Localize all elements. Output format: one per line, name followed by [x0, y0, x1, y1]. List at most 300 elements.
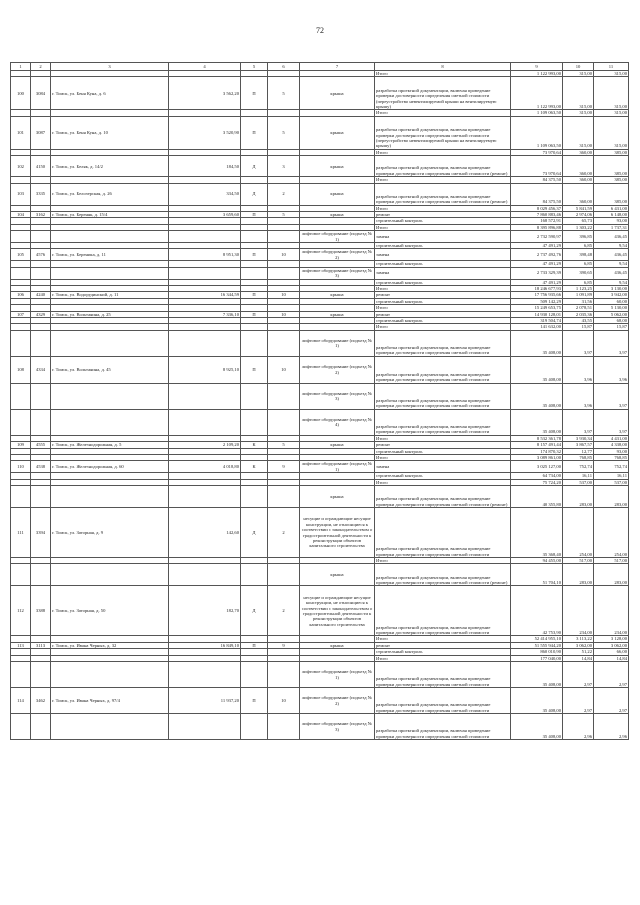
cost-cell: 40 355,80 — [511, 486, 563, 508]
area-cell: 182,70 — [169, 586, 241, 636]
row-no-cell: 101 — [11, 116, 31, 149]
unit-cost-cell: 14,84 — [563, 655, 594, 661]
work-type-cell: разработка проектной документации, включая проведение проверки достоверности определения сметной стоимости — [375, 383, 511, 409]
cost-cell: 3 089 861,00 — [511, 454, 563, 460]
row-no-cell — [11, 231, 31, 243]
house-id-cell — [31, 564, 51, 586]
unit-cost-cell: 3,97 — [563, 330, 594, 356]
address-cell: г. Томск, ул. Железнодорожная, д. 5 — [51, 442, 169, 448]
cost-cell: 47 491,29 — [511, 243, 563, 249]
max-unit-cost-cell: 537,00 — [594, 479, 629, 485]
work-type-cell: разработка проектной документации, включая проведение проверки достоверности определения сметной стоимости (переустройство невентилируемой крыши на вентилируемую крышу) — [375, 116, 511, 149]
area-cell — [169, 267, 241, 279]
work-type-cell: строительный контроль — [375, 298, 511, 304]
floors-cell: 2 — [268, 183, 300, 205]
max-unit-cost-cell: 385,00 — [594, 183, 629, 205]
area-cell: 8 925,10 — [169, 356, 241, 383]
max-unit-cost-cell: 315,00 — [594, 77, 629, 110]
work-type-cell: замена — [375, 267, 511, 279]
cost-cell: 8 395 896,88 — [511, 224, 563, 230]
table-row — [11, 508, 629, 558]
max-unit-cost-cell: 3 128,00 — [594, 636, 629, 642]
unit-cost-cell: 283,00 — [563, 564, 594, 586]
material-cell: П — [241, 292, 268, 298]
address-cell: г. Томск, ул. Белозерская, д. 26 — [51, 183, 169, 205]
max-unit-cost-cell: 3,96 — [594, 356, 629, 383]
address-cell: г. Томск, ул. Водорудинский, д. 11 — [51, 292, 169, 298]
row-no-cell: 103 — [11, 183, 31, 205]
floors-cell: 10 — [268, 292, 300, 298]
unit-cost-cell: 6,85 — [563, 261, 594, 267]
cost-cell: 73 970,64 — [511, 149, 563, 155]
element-cell: лифтовое оборудование (подъезд № 1) — [300, 662, 375, 688]
work-type-cell: Итого — [375, 205, 511, 211]
max-unit-cost-cell: 315,00 — [594, 71, 629, 77]
unit-cost-cell: 6,85 — [563, 243, 594, 249]
row-no-cell: 104 — [11, 212, 31, 218]
unit-cost-cell: 3 867,57 — [563, 442, 594, 448]
unit-cost-cell: 43,55 — [563, 317, 594, 323]
header-col-10: 10 — [563, 63, 594, 71]
table-row — [11, 486, 629, 508]
cost-cell: 860 010,90 — [511, 649, 563, 655]
material-cell: П — [241, 116, 268, 149]
element-cell: крыша — [300, 442, 375, 448]
house-id-cell — [31, 662, 51, 688]
work-type-cell: Итого — [375, 324, 511, 330]
cost-cell: 35 408,00 — [511, 662, 563, 688]
work-type-cell: Итого — [375, 285, 511, 291]
floors-cell — [268, 409, 300, 435]
work-type-cell: разработка проектной документации, включая проведение проверки достоверности определения сметной стоимости — [375, 330, 511, 356]
material-cell: П — [241, 688, 268, 714]
work-type-cell: Итого — [375, 454, 511, 460]
unit-cost-cell: 1 091,89 — [563, 292, 594, 298]
house-id-cell: 4150 — [31, 156, 51, 177]
house-id-cell: 3084 — [31, 77, 51, 110]
max-unit-cost-cell: 2,96 — [594, 714, 629, 740]
address-cell — [51, 714, 169, 740]
header-col-11: 11 — [594, 63, 629, 71]
unit-cost-cell: 360,00 — [563, 177, 594, 183]
element-cell: несущие и ограждающие несущие конструкции, не относящиеся к соответствии с законодательством о градостроительной деятельности к реконструкции объектов капитального строительства — [300, 586, 375, 636]
max-unit-cost-cell: 1 737,31 — [594, 224, 629, 230]
cost-cell: 8 532 361,78 — [511, 435, 563, 441]
max-unit-cost-cell: 234,00 — [594, 586, 629, 636]
work-type-cell: строительный контроль — [375, 218, 511, 224]
material-cell — [241, 662, 268, 688]
unit-cost-cell: 3,96 — [563, 383, 594, 409]
cost-cell: 177 040,00 — [511, 655, 563, 661]
material-cell: П — [241, 212, 268, 218]
address-cell — [51, 383, 169, 409]
max-unit-cost-cell: 3,97 — [594, 383, 629, 409]
row-no-cell: 110 — [11, 461, 31, 473]
unit-cost-cell: 1 303,22 — [563, 224, 594, 230]
cost-cell: 18 246 677,93 — [511, 285, 563, 291]
cost-cell: 1 122 993,00 — [511, 71, 563, 77]
cost-cell: 17 756 935,66 — [511, 292, 563, 298]
material-cell: Д — [241, 508, 268, 558]
element-cell: лифтовое оборудование (подъезд № 3) — [300, 267, 375, 279]
address-cell — [51, 662, 169, 688]
area-cell: 16 849,10 — [169, 642, 241, 648]
max-unit-cost-cell: 283,00 — [594, 486, 629, 508]
unit-cost-cell: 12,77 — [563, 448, 594, 454]
address-cell: г. Томск, ул. Вольтаяина, д. 45 — [51, 356, 169, 383]
material-cell: К — [241, 461, 268, 473]
address-cell: г. Томск, ул. Беня Куна, д. 6 — [51, 77, 169, 110]
unit-cost-cell: 398,48 — [563, 249, 594, 261]
max-unit-cost-cell: 2,97 — [594, 662, 629, 688]
element-cell: крыша — [300, 183, 375, 205]
unit-cost-cell: 234,00 — [563, 586, 594, 636]
max-unit-cost-cell: 385,00 — [594, 149, 629, 155]
work-type-cell: Итого — [375, 479, 511, 485]
house-id-cell — [31, 409, 51, 435]
work-type-cell: строительный контроль — [375, 448, 511, 454]
work-type-cell: Итого — [375, 655, 511, 661]
work-type-cell: строительный контроль — [375, 649, 511, 655]
area-cell: 4 018,80 — [169, 461, 241, 473]
address-cell — [51, 330, 169, 356]
table-row — [11, 267, 629, 279]
address-cell: г. Томск, ул. Береника, д. 11 — [51, 249, 169, 261]
material-cell: Д — [241, 586, 268, 636]
work-type-cell: разработка проектной документации, включая проведение проверки достоверности определения сметной стоимости — [375, 688, 511, 714]
element-cell: лифтовое оборудование (подъезд № 3) — [300, 383, 375, 409]
max-unit-cost-cell: 93,00 — [594, 448, 629, 454]
cost-cell: 8 157 491,44 — [511, 442, 563, 448]
cost-cell: 84 375,50 — [511, 183, 563, 205]
material-cell: Д — [241, 156, 268, 177]
cost-cell: 2 733 329,39 — [511, 267, 563, 279]
max-unit-cost-cell: 436,45 — [594, 249, 629, 261]
cost-cell: 3 025 127,00 — [511, 461, 563, 473]
element-cell: лифтовое оборудование (подъезд № 1) — [300, 461, 375, 473]
address-cell: г. Томск, ул. Беня Куна, д. 10 — [51, 116, 169, 149]
cost-cell: 2 732 590,97 — [511, 231, 563, 243]
header-col-8: 8 — [375, 63, 511, 71]
row-no-cell — [11, 267, 31, 279]
element-cell: крыша — [300, 642, 375, 648]
row-no-cell: 108 — [11, 356, 31, 383]
cost-cell: 7 860 883,46 — [511, 212, 563, 218]
house-id-cell: 3087 — [31, 116, 51, 149]
row-no-cell — [11, 383, 31, 409]
header-col-3: 3 — [51, 63, 169, 71]
material-cell — [241, 231, 268, 243]
house-id-cell — [31, 231, 51, 243]
row-no-cell — [11, 486, 31, 508]
row-no-cell — [11, 330, 31, 356]
area-cell — [169, 714, 241, 740]
unit-cost-cell: 360,00 — [563, 149, 594, 155]
element-cell: несущие и ограждающие несущие конструкции, не относящиеся к соответствии с законодательством о градостроительной деятельности к реконструкции объектов капитального строительства — [300, 508, 375, 558]
max-unit-cost-cell: 315,00 — [594, 116, 629, 149]
max-unit-cost-cell: 15,87 — [594, 324, 629, 330]
material-cell — [241, 564, 268, 586]
house-id-cell: 3388 — [31, 586, 51, 636]
work-type-cell: Итого — [375, 149, 511, 155]
area-cell: 3 520,90 — [169, 116, 241, 149]
max-unit-cost-cell: 768,85 — [594, 454, 629, 460]
address-cell: г. Томск, ул. Заторная, д. 9 — [51, 508, 169, 558]
cost-cell: 35 368,40 — [511, 508, 563, 558]
unit-cost-cell: 396,85 — [563, 231, 594, 243]
material-cell — [241, 330, 268, 356]
element-cell: крыша — [300, 311, 375, 317]
area-cell: 142,60 — [169, 508, 241, 558]
cost-cell: 35 408,00 — [511, 383, 563, 409]
work-type-cell: ремонт — [375, 442, 511, 448]
material-cell — [241, 714, 268, 740]
work-type-cell: разработка проектной документации, включая проведение проверки достоверности определения сметной стоимости — [375, 508, 511, 558]
max-unit-cost-cell: 254,00 — [594, 508, 629, 558]
cost-cell: 319 504,74 — [511, 317, 563, 323]
work-type-cell: Итого — [375, 177, 511, 183]
unit-cost-cell: 360,00 — [563, 156, 594, 177]
house-id-cell: 3394 — [31, 508, 51, 558]
unit-cost-cell: 15,87 — [563, 324, 594, 330]
row-no-cell: 106 — [11, 292, 31, 298]
max-unit-cost-cell: 385,00 — [594, 177, 629, 183]
max-unit-cost-cell: 60,00 — [594, 298, 629, 304]
cost-cell: 47 491,29 — [511, 261, 563, 267]
work-type-cell: замена — [375, 249, 511, 261]
floors-cell — [268, 662, 300, 688]
address-cell — [51, 486, 169, 508]
house-id-cell — [31, 383, 51, 409]
floors-cell: 2 — [268, 586, 300, 636]
work-type-cell: ремонт — [375, 292, 511, 298]
max-unit-cost-cell: 3,97 — [594, 409, 629, 435]
table-row — [11, 249, 629, 261]
cost-cell: 84 375,50 — [511, 177, 563, 183]
work-type-cell: Итого — [375, 305, 511, 311]
cost-cell: 1 109 063,50 — [511, 116, 563, 149]
cost-cell: 35 408,00 — [511, 356, 563, 383]
element-cell: лифтовое оборудование (подъезд № 1) — [300, 231, 375, 243]
house-id-cell: 4538 — [31, 461, 51, 473]
work-type-cell: разработка проектной документации, включая проведение проверки достоверности определения сметной стоимости — [375, 409, 511, 435]
floors-cell: 9 — [268, 642, 300, 648]
work-type-cell: разработка проектной документации, включая проведение проверки достоверности определения сметной стоимости — [375, 714, 511, 740]
area-cell: 8 951,30 — [169, 249, 241, 261]
row-no-cell: 112 — [11, 586, 31, 636]
row-no-cell — [11, 564, 31, 586]
house-id-cell: 3462 — [31, 688, 51, 714]
max-unit-cost-cell: 752,74 — [594, 461, 629, 473]
area-cell — [169, 330, 241, 356]
area-cell — [169, 662, 241, 688]
area-cell: 3 562,20 — [169, 77, 241, 110]
unit-cost-cell: 1 123,25 — [563, 285, 594, 291]
work-type-cell: Итого — [375, 71, 511, 77]
material-cell: П — [241, 356, 268, 383]
header-col-2: 2 — [31, 63, 51, 71]
element-cell: крыша — [300, 77, 375, 110]
page-number: 72 — [316, 26, 324, 35]
row-no-cell: 102 — [11, 156, 31, 177]
unit-cost-cell: 752,74 — [563, 461, 594, 473]
work-type-cell: разработка проектной документации, включая проведение проверки достоверности определения сметной стоимости (переустройство невентилируемой крыши на вентилируемую крышу) — [375, 77, 511, 110]
work-type-cell: разработка проектной документации, включая проведение проверки достоверности определения сметной стоимости (ремонт) — [375, 486, 511, 508]
max-unit-cost-cell: 2,97 — [594, 688, 629, 714]
address-cell: г. Томск, ул. Береняк, д. 15/4 — [51, 212, 169, 218]
work-type-cell: строительный контроль — [375, 279, 511, 285]
area-cell — [169, 564, 241, 586]
floors-cell — [268, 330, 300, 356]
unit-cost-cell: 2,97 — [563, 662, 594, 688]
max-unit-cost-cell: 16,11 — [594, 473, 629, 479]
element-cell: крыша — [300, 564, 375, 586]
address-cell — [51, 267, 169, 279]
unit-cost-cell: 16,11 — [563, 473, 594, 479]
cost-cell: 51 704,10 — [511, 564, 563, 586]
work-type-cell: Итого — [375, 110, 511, 116]
table-row — [11, 330, 629, 356]
max-unit-cost-cell: 4 431,00 — [594, 435, 629, 441]
row-no-cell: 105 — [11, 249, 31, 261]
work-type-cell: строительный контроль — [375, 243, 511, 249]
house-id-cell: 3335 — [31, 183, 51, 205]
max-unit-cost-cell: 6 431,00 — [594, 205, 629, 211]
work-type-cell: ремонт — [375, 311, 511, 317]
house-id-cell: 4240 — [31, 292, 51, 298]
max-unit-cost-cell: 283,00 — [594, 564, 629, 586]
house-id-cell: 4334 — [31, 356, 51, 383]
material-cell: Д — [241, 183, 268, 205]
house-id-cell: 4329 — [31, 311, 51, 317]
element-cell: лифтовое оборудование (подъезд № 4) — [300, 409, 375, 435]
table-row — [11, 662, 629, 688]
unit-cost-cell: 390,65 — [563, 267, 594, 279]
table-row — [11, 77, 629, 110]
area-cell — [169, 231, 241, 243]
floors-cell: 10 — [268, 356, 300, 383]
unit-cost-cell: 315,00 — [563, 71, 594, 77]
unit-cost-cell: 537,00 — [563, 479, 594, 485]
cost-cell: 73 970,64 — [511, 156, 563, 177]
material-cell — [241, 409, 268, 435]
cost-cell: 47 491,29 — [511, 279, 563, 285]
row-no-cell: 114 — [11, 688, 31, 714]
header-col-7: 7 — [300, 63, 375, 71]
floors-cell — [268, 486, 300, 508]
area-cell: 11 937,20 — [169, 688, 241, 714]
unit-cost-cell: 2,96 — [563, 714, 594, 740]
cost-cell: 51 555 944,20 — [511, 642, 563, 648]
unit-cost-cell: 315,00 — [563, 77, 594, 110]
header-col-4: 4 — [169, 63, 241, 71]
address-cell — [51, 231, 169, 243]
work-type-cell: Итого — [375, 558, 511, 564]
work-type-cell: строительный контроль — [375, 473, 511, 479]
house-id-cell: 4576 — [31, 249, 51, 261]
material-cell — [241, 383, 268, 409]
element-cell: крыша — [300, 486, 375, 508]
floors-cell — [268, 267, 300, 279]
material-cell — [241, 267, 268, 279]
cost-cell: 52 414 955,10 — [511, 636, 563, 642]
cost-cell: 509 142,29 — [511, 298, 563, 304]
unit-cost-cell: 65,73 — [563, 218, 594, 224]
cost-cell: 75 724,20 — [511, 479, 563, 485]
header-col-6: 6 — [268, 63, 300, 71]
material-cell: К — [241, 442, 268, 448]
unit-cost-cell: 315,00 — [563, 116, 594, 149]
element-cell: лифтовое оборудование (подъезд № 2) — [300, 356, 375, 383]
unit-cost-cell: 3 062,00 — [563, 642, 594, 648]
unit-cost-cell: 3,97 — [563, 409, 594, 435]
address-cell: г. Томск, ул. Беляк, д. 14/2 — [51, 156, 169, 177]
floors-cell — [268, 383, 300, 409]
max-unit-cost-cell: 6 148,00 — [594, 212, 629, 218]
element-cell: крыша — [300, 292, 375, 298]
element-cell: крыша — [300, 156, 375, 177]
table-row — [11, 461, 629, 473]
floors-cell — [268, 564, 300, 586]
address-cell: г. Томск, ул. Железнодорожная, д. 60 — [51, 461, 169, 473]
cost-cell: 35 408,00 — [511, 330, 563, 356]
area-cell — [169, 383, 241, 409]
address-cell: г. Томск, ул. Ивана Черных, д. 97/4 — [51, 688, 169, 714]
house-id-cell — [31, 267, 51, 279]
area-cell — [169, 409, 241, 435]
table-row — [11, 383, 629, 409]
floors-cell — [268, 231, 300, 243]
cost-cell: 35 408,00 — [511, 688, 563, 714]
house-id-cell: 3162 — [31, 212, 51, 218]
element-cell: лифтовое оборудование (подъезд № 2) — [300, 688, 375, 714]
material-cell: П — [241, 311, 268, 317]
cost-cell: 14 930 128,01 — [511, 311, 563, 317]
max-unit-cost-cell: 315,00 — [594, 110, 629, 116]
area-cell: 184,50 — [169, 156, 241, 177]
max-unit-cost-cell: 93,00 — [594, 218, 629, 224]
row-no-cell: 113 — [11, 642, 31, 648]
unit-cost-cell: 517,00 — [563, 558, 594, 564]
cost-cell: 15 249 653,75 — [511, 305, 563, 311]
floors-cell: 10 — [268, 311, 300, 317]
unit-cost-cell: 2,97 — [563, 688, 594, 714]
max-unit-cost-cell: 3 942,00 — [594, 292, 629, 298]
work-type-cell: строительный контроль — [375, 317, 511, 323]
max-unit-cost-cell: 9,54 — [594, 243, 629, 249]
row-no-cell: 100 — [11, 77, 31, 110]
table-row — [11, 586, 629, 636]
unit-cost-cell: 51,22 — [563, 649, 594, 655]
cost-cell: 1 122 993,00 — [511, 77, 563, 110]
house-id-cell — [31, 714, 51, 740]
work-type-cell: замена — [375, 231, 511, 243]
area-cell: 3 659,60 — [169, 212, 241, 218]
cost-cell: 1 109 063,50 — [511, 110, 563, 116]
cost-cell: 2 737 492,76 — [511, 249, 563, 261]
work-type-cell: разработка проектной документации, включая проведение проверки достоверности определения сметной стоимости (ремонт) — [375, 564, 511, 586]
unit-cost-cell: 768,85 — [563, 454, 594, 460]
max-unit-cost-cell: 517,00 — [594, 558, 629, 564]
table-row — [11, 564, 629, 586]
address-cell: г. Томск, ул. Вольтаяина, д. 25 — [51, 311, 169, 317]
row-no-cell — [11, 409, 31, 435]
element-cell: лифтовое оборудование (подъезд № 2) — [300, 249, 375, 261]
header-col-5: 5 — [241, 63, 268, 71]
work-type-cell: разработка проектной документации, включая проведение проверки достоверности определения сметной стоимости — [375, 586, 511, 636]
max-unit-cost-cell: 66,00 — [594, 649, 629, 655]
unit-cost-cell: 2 078,51 — [563, 305, 594, 311]
